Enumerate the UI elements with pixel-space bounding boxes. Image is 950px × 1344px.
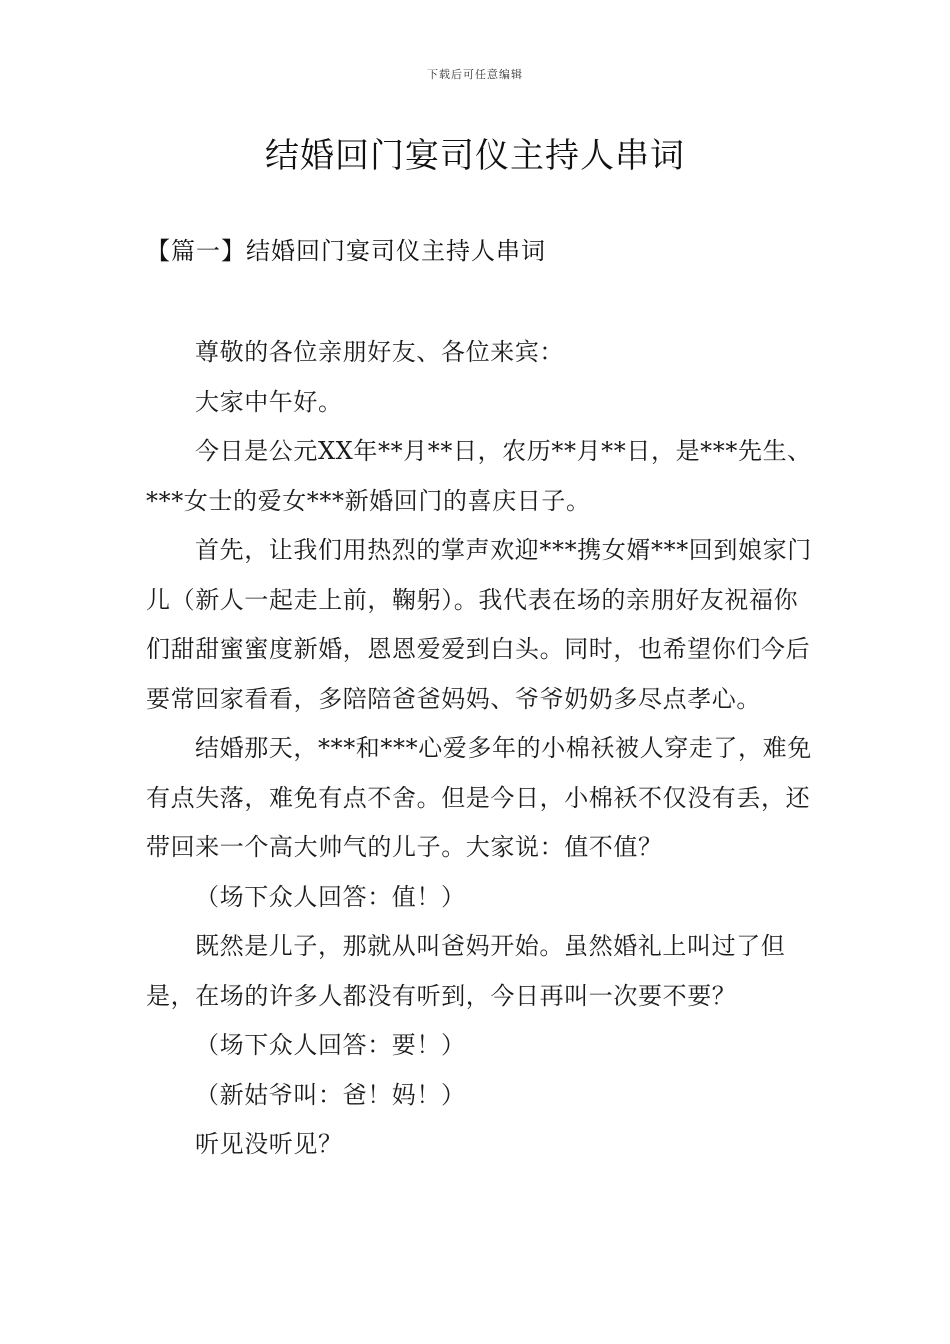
paragraph-date: 今日是公元XX年**月**日，农历**月**日，是***先生、***女士的爱女***新婚回门的喜庆日子。 bbox=[146, 437, 812, 515]
section-heading: 【篇一】结婚回门宴司仪主持人串词 bbox=[146, 237, 546, 265]
paragraph-welcome: 首先，让我们用热烈的掌声欢迎***携女婿***回到娘家门儿（新人一起走上前，鞠躬）。我代表在场的亲朋好友祝福你们甜甜蜜蜜度新婚，恩恩爱爱到白头。同时，也希望你们今后要常回家看看，多陪陪爸爸妈妈、爷爷奶奶多尽点孝心。 bbox=[146, 536, 812, 713]
paragraph-wedding-day: 结婚那天，***和***心爱多年的小棉袄被人穿走了，难免有点失落，难免有点不舍。但是今日，小棉袄不仅没有丢，还带回来一个高大帅气的儿子。大家说：值不值？ bbox=[146, 734, 812, 861]
document-title: 结婚回门宴司仪主持人串词 bbox=[265, 136, 685, 176]
paragraph-good-noon: 大家中午好。 bbox=[195, 387, 343, 416]
paragraph-audience-reply-1: （场下众人回答：值！） bbox=[195, 882, 466, 911]
paragraph-call-parents: 既然是儿子，那就从叫爸妈开始。虽然婚礼上叫过了但是，在场的许多人都没有听到，今日再叫一次要不要？ bbox=[146, 932, 786, 1010]
header-note: 下载后可任意编辑 bbox=[427, 68, 523, 81]
paragraph-groom-calls: （新姑爷叫：爸！妈！） bbox=[195, 1080, 466, 1109]
document-body bbox=[146, 328, 818, 1170]
paragraph-greeting: 尊敬的各位亲朋好友、各位来宾： bbox=[195, 338, 564, 366]
paragraph-did-you-hear: 听见没听见？ bbox=[195, 1130, 343, 1158]
paragraph-audience-reply-2: （场下众人回答：要！） bbox=[195, 1031, 466, 1059]
